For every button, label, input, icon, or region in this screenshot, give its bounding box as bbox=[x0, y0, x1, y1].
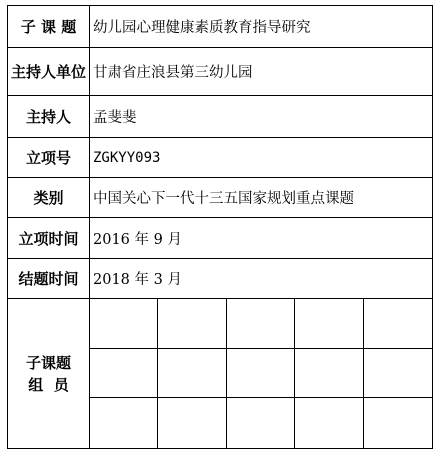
approval-date-label: 立项时间 bbox=[8, 218, 90, 258]
members-label-line1: 子课题 bbox=[25, 353, 71, 372]
project-info-table bbox=[7, 5, 433, 449]
row-approval-date bbox=[8, 218, 432, 259]
member-cell bbox=[227, 299, 295, 349]
row-host-unit bbox=[8, 48, 432, 96]
host-unit-label: 主持人单位 bbox=[8, 48, 90, 95]
member-cell bbox=[227, 349, 295, 399]
member-cell bbox=[90, 398, 158, 448]
member-cell bbox=[364, 299, 432, 349]
row-completion-date bbox=[8, 259, 432, 299]
row-category bbox=[8, 178, 432, 218]
row-members bbox=[8, 299, 432, 448]
host-unit-value: 甘肃省庄浪县第三幼儿园 bbox=[93, 65, 253, 81]
row-subtopic bbox=[8, 6, 432, 48]
member-cell bbox=[295, 398, 363, 448]
member-cell bbox=[364, 349, 432, 399]
subtopic-value: 幼儿园心理健康素质教育指导研究 bbox=[93, 20, 311, 36]
member-cell bbox=[158, 299, 226, 349]
member-cell bbox=[295, 349, 363, 399]
category-label: 类别 bbox=[8, 178, 90, 217]
member-cell bbox=[90, 299, 158, 349]
category-value: 中国关心下一代十三五国家规划重点课题 bbox=[93, 191, 354, 207]
members-label-line2: 组 员 bbox=[28, 375, 69, 394]
completion-date-label: 结题时间 bbox=[8, 259, 90, 298]
row-host bbox=[8, 96, 432, 138]
approval-date-value: 2016 年 9 月 bbox=[93, 231, 182, 248]
project-number-label: 立项号 bbox=[8, 138, 90, 177]
host-value: 孟斐斐 bbox=[93, 110, 137, 126]
project-number-value: ZGKYY093 bbox=[93, 149, 161, 166]
member-cell bbox=[227, 398, 295, 448]
member-cell bbox=[364, 398, 432, 448]
completion-date-value: 2018 年 3 月 bbox=[93, 272, 182, 288]
member-cell bbox=[158, 349, 226, 399]
member-cell bbox=[295, 299, 363, 349]
member-cell bbox=[90, 349, 158, 399]
members-grid bbox=[90, 299, 432, 448]
member-cell bbox=[158, 398, 226, 448]
members-label bbox=[8, 299, 90, 448]
host-label: 主持人 bbox=[8, 96, 90, 137]
row-project-number bbox=[8, 138, 432, 178]
subtopic-label: 子 课 题 bbox=[8, 6, 90, 47]
